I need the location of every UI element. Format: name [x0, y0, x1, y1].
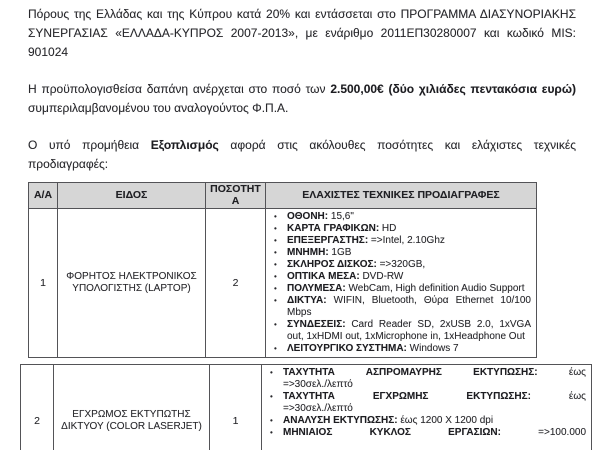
spec-list [267, 367, 586, 439]
bullet-icon: • [274, 272, 277, 281]
spec-value: WIFIN, Bluetooth, Θύρα Ethernet 10/100 Mbps [287, 295, 531, 318]
item-index-cell: 1 [29, 209, 58, 358]
header-item: ΕΙΔΟΣ [58, 183, 206, 209]
bullet-icon: • [270, 392, 273, 401]
paragraph-text: αφορά στις ακόλουθες ποσότητες και ελάχιστες τεχνικές προδιαγραφές: [28, 138, 576, 171]
spec-item [271, 211, 531, 223]
budget-amount: 2.500,00€ (δύο χιλιάδες πεντακόσια ευρώ) [330, 82, 576, 96]
spec-value: WebCam, High definition Audio Support [345, 283, 525, 294]
spec-value: έως [530, 391, 586, 402]
table-row [29, 209, 537, 358]
bullet-icon: • [270, 368, 273, 377]
spec-label: ΜΗΝΙΑΙΟΣ ΚΥΚΛΟΣ ΕΡΓΑΣΙΩΝ: [283, 427, 501, 438]
spec-item [271, 271, 531, 283]
spec-item [271, 223, 531, 235]
spec-item [267, 391, 586, 415]
spec-label: ΕΠΕΞΕΡΓΑΣΤΗΣ: [287, 235, 369, 246]
table-header-row [29, 183, 537, 209]
spec-label: ΚΑΡΤΑ ΓΡΑΦΙΚΩΝ: [287, 223, 380, 234]
spec-label: ΤΑΧΥΤΗΤΑ ΑΣΠΡΟΜΑΥΡΗΣ ΕΚΤΥΠΩΣΗΣ: [283, 367, 538, 378]
spec-label: ΣΚΛΗΡΟΣ ΔΙΣΚΟΣ: [287, 259, 377, 270]
spec-label: ΛΕΙΤΟΥΡΓΙΚΟ ΣΥΣΤΗΜΑ: [287, 343, 407, 354]
spec-list [271, 211, 531, 355]
spec-item [271, 295, 531, 319]
quantity-cell: 2 [206, 209, 266, 358]
spec-label: ΣΥΝΔΕΣΕΙΣ: [287, 319, 346, 330]
paragraph-text: συμπεριλαμβανομένου του αναλογούντος Φ.Π.Α. [28, 101, 289, 115]
equipment-paragraph [28, 136, 576, 174]
bullet-icon: • [274, 236, 277, 245]
budget-paragraph [28, 80, 576, 118]
bullet-icon: • [270, 428, 273, 437]
spec-label: ΜΝΗΜΗ: [287, 247, 329, 258]
paragraph-text: Πόρους της Ελλάδας και της Κύπρου κατά 20% και εντάσσεται στο ΠΡΟΓΡΑΜΜΑ ΔΙΑΣΥΝΟΡΙΑΚΗΣ ΣΥΝΕΡΓΑΣΙΑΣ «ΕΛΛΑΔΑ-ΚΥΠΡΟΣ 2007-2013», με ενάριθμο 2011ΕΠ30280007 και κωδικό MIS: 901024 [28, 7, 576, 59]
spec-value-line2: =>30σελ./λεπτό [283, 379, 353, 390]
spec-value: έως [537, 367, 586, 378]
table-row [21, 365, 592, 450]
spec-value: =>320GB, [376, 259, 426, 270]
spec-value: 15,6" [328, 211, 354, 222]
spec-item [271, 235, 531, 247]
bullet-icon: • [274, 344, 277, 353]
header-specs: ΕΛΑΧΙΣΤΕΣ ΤΕΧΝΙΚΕΣ ΠΡΟΔΙΑΓΡΑΦΕΣ [266, 183, 537, 209]
item-name-cell: ΦΟΡΗΤΟΣ ΗΛΕΚΤΡΟΝΙΚΟΣ ΥΠΟΛΟΓΙΣΤΗΣ (LAPTOP) [58, 209, 206, 358]
spec-label: ΟΠΤΙΚΑ ΜΕΣΑ: [287, 271, 360, 282]
spec-label: ΔΙΚΤΥΑ: [287, 295, 327, 306]
spec-value: Windows 7 [406, 343, 459, 354]
spec-value: DVD-RW [359, 271, 404, 282]
equipment-table-continued [20, 364, 592, 450]
specs-cell [266, 209, 537, 358]
bullet-icon: • [274, 260, 277, 269]
equipment-word: Εξοπλισμός [150, 138, 219, 152]
spec-item [271, 283, 531, 295]
specs-cell [262, 365, 592, 450]
quantity-cell: 1 [210, 365, 262, 450]
spec-value: =>Intel, 2.10Ghz [368, 235, 445, 246]
spec-label: ΑΝΑΛΥΣΗ ΕΚΤΥΠΩΣΗΣ: [283, 415, 398, 426]
paragraph-text: Ο υπό προμήθεια [28, 138, 151, 152]
spec-value: =>100.000 [500, 427, 587, 438]
bullet-icon: • [274, 224, 277, 233]
paragraph-text: Η προϋπολογισθείσα δαπάνη ανέρχεται στο ποσό των [28, 82, 331, 96]
header-aa: Α/Α [29, 183, 58, 209]
header-quantity: ΠΟΣΟΤΗΤΑ [206, 183, 266, 209]
equipment-table [28, 182, 537, 358]
spec-item [267, 415, 586, 427]
bullet-icon: • [274, 248, 277, 257]
bullet-icon: • [274, 284, 277, 293]
spec-value: HD [379, 223, 397, 234]
spec-value: έως 1200 X 1200 dpi [397, 415, 494, 426]
bullet-icon: • [274, 212, 277, 221]
spec-item [267, 427, 586, 439]
bullet-icon: • [270, 416, 273, 425]
item-index-cell: 2 [21, 365, 54, 450]
spec-label: ΟΘΟΝΗ: [287, 211, 329, 222]
spec-item [271, 247, 531, 259]
spec-item [271, 343, 531, 355]
bullet-icon: • [274, 320, 277, 329]
bullet-icon: • [274, 296, 277, 305]
spec-item [271, 319, 531, 343]
spec-item [267, 367, 586, 391]
spec-item [271, 259, 531, 271]
spec-value-line2: =>30σελ./λεπτό [283, 403, 353, 414]
spec-value: Card Reader SD, 2xUSB 2.0, 1xVGA out, 1xHDMI out, 1xMicrophone in, 1xHeadphone Out [287, 319, 531, 342]
intro-paragraph [28, 5, 576, 62]
spec-label: ΠΟΛΥΜΕΣΑ: [287, 283, 346, 294]
item-name-cell: ΕΓΧΡΩΜΟΣ ΕΚΤΥΠΩΤΗΣ ΔΙΚΤΥΟΥ (COLOR LASERJET) [54, 365, 210, 450]
spec-value: 1GB [328, 247, 352, 258]
spec-label: ΤΑΧΥΤΗΤΑ ΕΓΧΡΩΜΗΣ ΕΚΤΥΠΩΣΗΣ: [283, 391, 531, 402]
